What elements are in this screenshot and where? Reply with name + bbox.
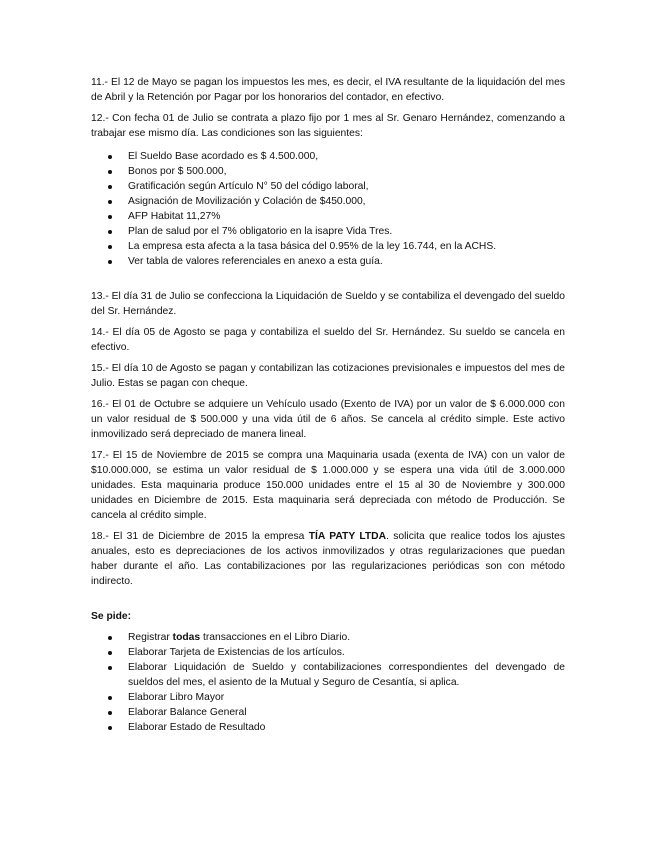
paragraph-18: 18.- El 31 de Diciembre de 2015 la empresa TÍA PATY LTDA. solicita que realice todos los ajustes anuales, esto es depreciaciones de los activos inmovilizados y otras regularizaciones que puedan haber durante el año. Las contabilizaciones por las regularizaciones periódicas son con método indirecto. — [91, 531, 565, 587]
list-item: La empresa esta afecta a la tasa básica del 0.95% de la ley 16.744, en la ACHS. — [91, 239, 565, 254]
paragraph-11: 11.- El 12 de Mayo se pagan los impuestos les mes, es decir, el IVA resultante de la liquidación del mes de Abril y la Retención por Pagar por los honorarios del contador, en efectivo. — [91, 77, 565, 103]
se-pide-heading: Se pide: — [91, 611, 132, 622]
bullet-icon — [108, 230, 112, 234]
paragraph-16: 16.- El 01 de Octubre se adquiere un Vehículo usado (Exento de IVA) por un valor de $ 6.000.000 con un valor residual de $ 500.000 y una vida útil de 6 años. Se cancela al crédito simple. Este activo inmovilizado será depreciado de manera lineal. — [91, 399, 565, 440]
bullet-icon — [108, 666, 112, 670]
bullet-icon — [108, 696, 112, 700]
document-body — [91, 75, 565, 735]
bullet-icon — [108, 636, 112, 640]
paragraph-14: 14.- El día 05 de Agosto se paga y contabiliza el sueldo del Sr. Hernández. Su sueldo se cancela en efectivo. — [91, 327, 565, 353]
paragraph-17: 17.- El 15 de Noviembre de 2015 se compra una Maquinaria usada (exenta de IVA) con un valor de $10.000.000, se estima un valor residual de $ 1.000.000 y se espera una vida útil de 3.000.000 unidades. Esta maquinaria produce 150.000 unidades entre el 15 al 30 de Noviembre y 300.000 unidades en Diciembre de 2015. Esta maquinaria será depreciada con método de Producción. Se cancela al crédito simple. — [91, 450, 565, 521]
bullet-icon — [108, 651, 112, 655]
list-item: Elaborar Estado de Resultado — [91, 720, 565, 735]
conditions-list — [91, 149, 565, 269]
list-item: Elaborar Tarjeta de Existencias de los artículos. — [91, 645, 565, 660]
paragraph-12: 12.- Con fecha 01 de Julio se contrata a plazo fijo por 1 mes al Sr. Genaro Hernández, comenzando a trabajar ese mismo día. Las condiciones son las siguientes: — [91, 113, 565, 139]
paragraph-15: 15.- El día 10 de Agosto se pagan y contabilizan las cotizaciones previsionales e impuestos del mes de Julio. Estas se pagan con cheque. — [91, 363, 565, 389]
list-item: Asignación de Movilización y Colación de $450.000, — [91, 194, 565, 209]
list-item: El Sueldo Base acordado es $ 4.500.000, — [91, 149, 565, 164]
list-item: Registrar todas transacciones en el Libro Diario. — [91, 630, 565, 645]
tasks-list — [91, 630, 565, 735]
bullet-icon — [108, 215, 112, 219]
list-item: Plan de salud por el 7% obligatorio en la isapre Vida Tres. — [91, 224, 565, 239]
bullet-icon — [108, 245, 112, 249]
bullet-icon — [108, 170, 112, 174]
bullet-icon — [108, 260, 112, 264]
bullet-icon — [108, 200, 112, 204]
bullet-icon — [108, 185, 112, 189]
list-item: Gratificación según Artículo N° 50 del código laboral, — [91, 179, 565, 194]
bullet-icon — [108, 155, 112, 159]
list-item: Ver tabla de valores referenciales en anexo a esta guía. — [91, 254, 565, 269]
list-item: AFP Habitat 11,27% — [91, 209, 565, 224]
list-item: Elaborar Liquidación de Sueldo y contabilizaciones correspondientes del devengado de sueldos del mes, el asiento de la Mutual y Seguro de Cesantía, si aplica. — [91, 660, 565, 690]
bullet-icon — [108, 726, 112, 730]
list-item: Bonos por $ 500.000, — [91, 164, 565, 179]
list-item: Elaborar Libro Mayor — [91, 690, 565, 705]
company-name: TÍA PATY LTDA — [308, 531, 387, 542]
paragraph-13: 13.- El día 31 de Julio se confecciona la Liquidación de Sueldo y se contabiliza el devengado del sueldo del Sr. Hernández. — [91, 291, 565, 317]
bullet-icon — [108, 711, 112, 715]
list-item: Elaborar Balance General — [91, 705, 565, 720]
